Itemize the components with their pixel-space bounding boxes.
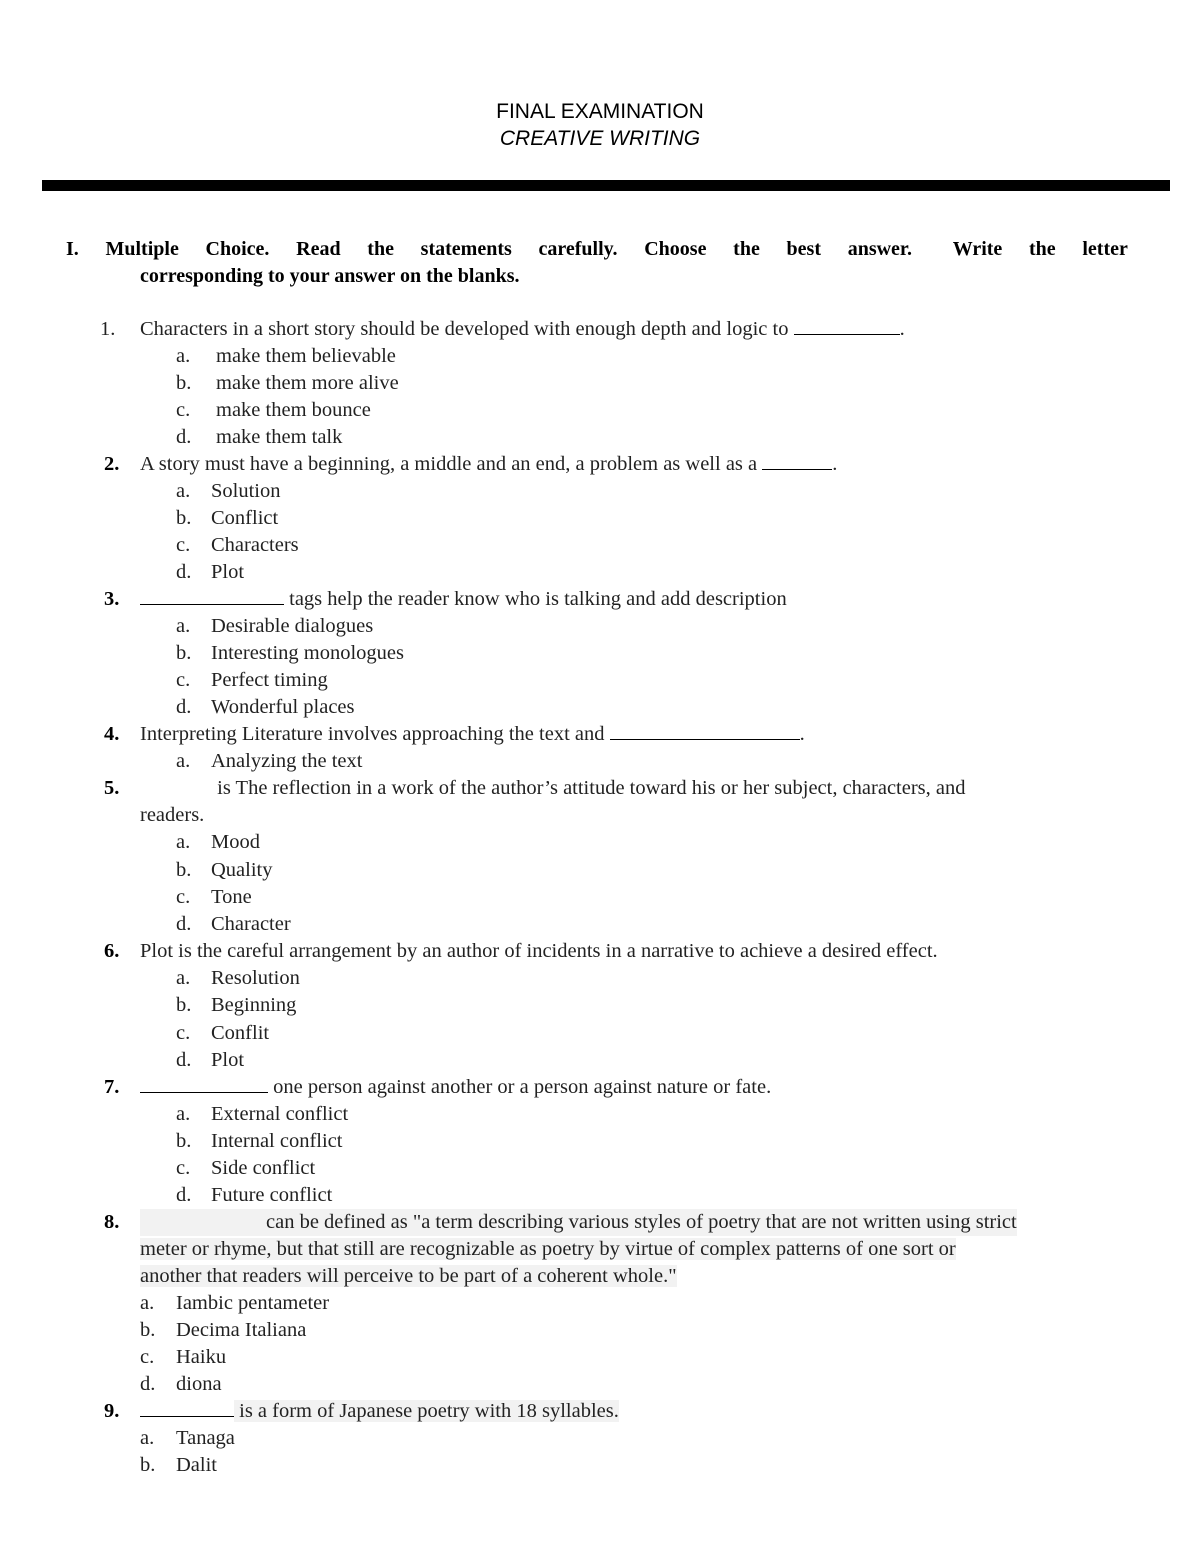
option-text: Plot bbox=[211, 1049, 245, 1071]
question-stem bbox=[140, 721, 805, 748]
stem-text: is The reflection in a work of the author’s attitude toward his or her subject, characters, and bbox=[212, 777, 966, 799]
option-text: Conflit bbox=[211, 1022, 270, 1044]
stem-text-end: . bbox=[799, 723, 805, 745]
instruction-word: Read bbox=[296, 238, 341, 260]
question-stem: Plot is the careful arrangement by an author of incidents in a narrative to achieve a desired effect. bbox=[140, 940, 938, 962]
option-letter: d. bbox=[176, 561, 192, 583]
question-number: 5. bbox=[104, 777, 120, 799]
option-letter: b. bbox=[140, 1454, 156, 1476]
option-letter: b. bbox=[176, 994, 192, 1016]
option-letter: a. bbox=[176, 480, 191, 502]
option-text: Desirable dialogues bbox=[211, 615, 374, 637]
option-letter: d. bbox=[176, 696, 192, 718]
option-text: Mood bbox=[211, 831, 260, 853]
option-letter: a. bbox=[140, 1292, 155, 1314]
answer-blank[interactable] bbox=[140, 1398, 234, 1417]
continuation-text: another that readers will perceive to be part of a coherent whole." bbox=[140, 1265, 677, 1287]
stem-text: is a form of Japanese poetry with 18 syllables. bbox=[234, 1400, 619, 1422]
instruction-word: carefully. bbox=[538, 238, 618, 260]
option-text: Interesting monologues bbox=[211, 642, 405, 664]
option-text: Perfect timing bbox=[211, 669, 328, 691]
question-8-continuation-2 bbox=[140, 1263, 677, 1290]
option-letter: a. bbox=[176, 967, 191, 989]
question-stem bbox=[140, 586, 787, 613]
header-divider bbox=[42, 180, 1170, 191]
option-letter: a. bbox=[176, 831, 191, 853]
option-letter: c. bbox=[140, 1346, 155, 1368]
section-instructions bbox=[66, 236, 1128, 290]
option-text: Tone bbox=[211, 886, 252, 908]
option-letter: b. bbox=[176, 372, 192, 394]
instruction-word: best bbox=[786, 238, 821, 260]
answer-blank[interactable] bbox=[140, 1074, 268, 1093]
option-text: Side conflict bbox=[211, 1157, 316, 1179]
option-text: Wonderful places bbox=[211, 696, 355, 718]
option-text: diona bbox=[176, 1373, 222, 1395]
option-letter: b. bbox=[176, 1130, 192, 1152]
option-letter: a. bbox=[140, 1427, 155, 1449]
option-text: Quality bbox=[211, 859, 273, 881]
instruction-word: Write bbox=[952, 238, 1003, 260]
question-number: 3. bbox=[104, 588, 120, 610]
instructions-line-1 bbox=[66, 236, 1128, 263]
option-letter: d. bbox=[176, 1184, 192, 1206]
option-text: Haiku bbox=[176, 1346, 227, 1368]
question-number: 8. bbox=[104, 1211, 120, 1233]
option-text: Character bbox=[211, 913, 291, 935]
question-number: 4. bbox=[104, 723, 120, 745]
option-text: make them bounce bbox=[216, 399, 371, 421]
question-stem bbox=[140, 1398, 619, 1425]
option-text: make them more alive bbox=[216, 372, 399, 394]
option-letter: d. bbox=[140, 1373, 156, 1395]
option-letter: c. bbox=[176, 399, 191, 421]
instruction-word: answer. bbox=[847, 238, 912, 260]
option-letter: d. bbox=[176, 1049, 192, 1071]
option-letter: b. bbox=[176, 859, 192, 881]
option-text: make them talk bbox=[216, 426, 343, 448]
option-letter: d. bbox=[176, 913, 192, 935]
stem-text-end: . bbox=[899, 318, 905, 340]
option-text: Solution bbox=[211, 480, 281, 502]
option-letter: b. bbox=[176, 642, 192, 664]
option-text: Conflict bbox=[211, 507, 279, 529]
instruction-word: Multiple bbox=[105, 238, 179, 260]
option-text: Future conflict bbox=[211, 1184, 333, 1206]
section-numeral: I. bbox=[66, 238, 79, 260]
option-letter: c. bbox=[176, 669, 191, 691]
option-text: Tanaga bbox=[176, 1427, 235, 1449]
option-letter: c. bbox=[176, 534, 191, 556]
exam-title: FINAL EXAMINATION bbox=[496, 100, 704, 123]
exam-subtitle: CREATIVE WRITING bbox=[499, 127, 701, 150]
option-letter: a. bbox=[176, 345, 191, 367]
question-stem bbox=[140, 775, 966, 802]
option-text: Decima Italiana bbox=[176, 1319, 307, 1341]
question-5-continuation: readers. bbox=[140, 804, 205, 826]
option-text: Analyzing the text bbox=[211, 750, 363, 772]
instructions-line-2: corresponding to your answer on the blanks. bbox=[140, 265, 520, 287]
question-stem bbox=[140, 1074, 771, 1101]
option-text: Plot bbox=[211, 561, 245, 583]
instruction-word: statements bbox=[420, 238, 512, 260]
question-stem bbox=[140, 1209, 1017, 1236]
question-number: 1. bbox=[100, 318, 116, 340]
option-letter: c. bbox=[176, 1157, 191, 1179]
option-letter: c. bbox=[176, 1022, 191, 1044]
answer-blank[interactable] bbox=[140, 586, 284, 605]
instruction-word: letter bbox=[1082, 238, 1128, 260]
answer-blank[interactable] bbox=[762, 451, 832, 470]
stem-text: one person against another or a person against nature or fate. bbox=[268, 1076, 772, 1098]
option-text: make them believable bbox=[216, 345, 396, 367]
option-text: Iambic pentameter bbox=[176, 1292, 330, 1314]
option-text: Characters bbox=[211, 534, 299, 556]
stem-text: tags help the reader know who is talking and add description bbox=[284, 588, 787, 610]
answer-blank[interactable] bbox=[794, 316, 900, 335]
question-8-continuation-1 bbox=[140, 1236, 956, 1263]
option-text: Beginning bbox=[211, 994, 297, 1016]
instruction-word: the bbox=[733, 238, 760, 260]
stem-text: Characters in a short story should be developed with enough depth and logic to bbox=[140, 318, 794, 340]
question-number: 9. bbox=[104, 1400, 120, 1422]
question-stem bbox=[140, 451, 837, 478]
instruction-word: the bbox=[1029, 238, 1056, 260]
instruction-word: Choice. bbox=[205, 238, 270, 260]
stem-text: can be defined as "a term describing various styles of poetry that are not written using strict bbox=[266, 1211, 1017, 1233]
option-text: Dalit bbox=[176, 1454, 217, 1476]
instruction-word: Choose bbox=[644, 238, 707, 260]
stem-text: Interpreting Literature involves approaching the text and bbox=[140, 723, 610, 745]
question-number: 7. bbox=[104, 1076, 120, 1098]
option-letter: d. bbox=[176, 426, 192, 448]
option-letter: c. bbox=[176, 886, 191, 908]
option-text: Internal conflict bbox=[211, 1130, 343, 1152]
question-stem bbox=[140, 316, 905, 343]
question-number: 6. bbox=[104, 940, 120, 962]
option-text: External conflict bbox=[211, 1103, 349, 1125]
stem-text-end: . bbox=[832, 453, 838, 475]
continuation-text: meter or rhyme, but that still are recognizable as poetry by virtue of complex patterns of one sort or bbox=[140, 1238, 956, 1260]
option-letter: b. bbox=[140, 1319, 156, 1341]
option-letter: b. bbox=[176, 507, 192, 529]
option-letter: a. bbox=[176, 750, 191, 772]
answer-blank[interactable] bbox=[610, 721, 800, 740]
option-letter: a. bbox=[176, 615, 191, 637]
option-letter: a. bbox=[176, 1103, 191, 1125]
stem-text: A story must have a beginning, a middle and an end, a problem as well as a bbox=[140, 453, 763, 475]
question-number: 2. bbox=[104, 453, 120, 475]
instruction-word: the bbox=[367, 238, 394, 260]
option-text: Resolution bbox=[211, 967, 300, 989]
